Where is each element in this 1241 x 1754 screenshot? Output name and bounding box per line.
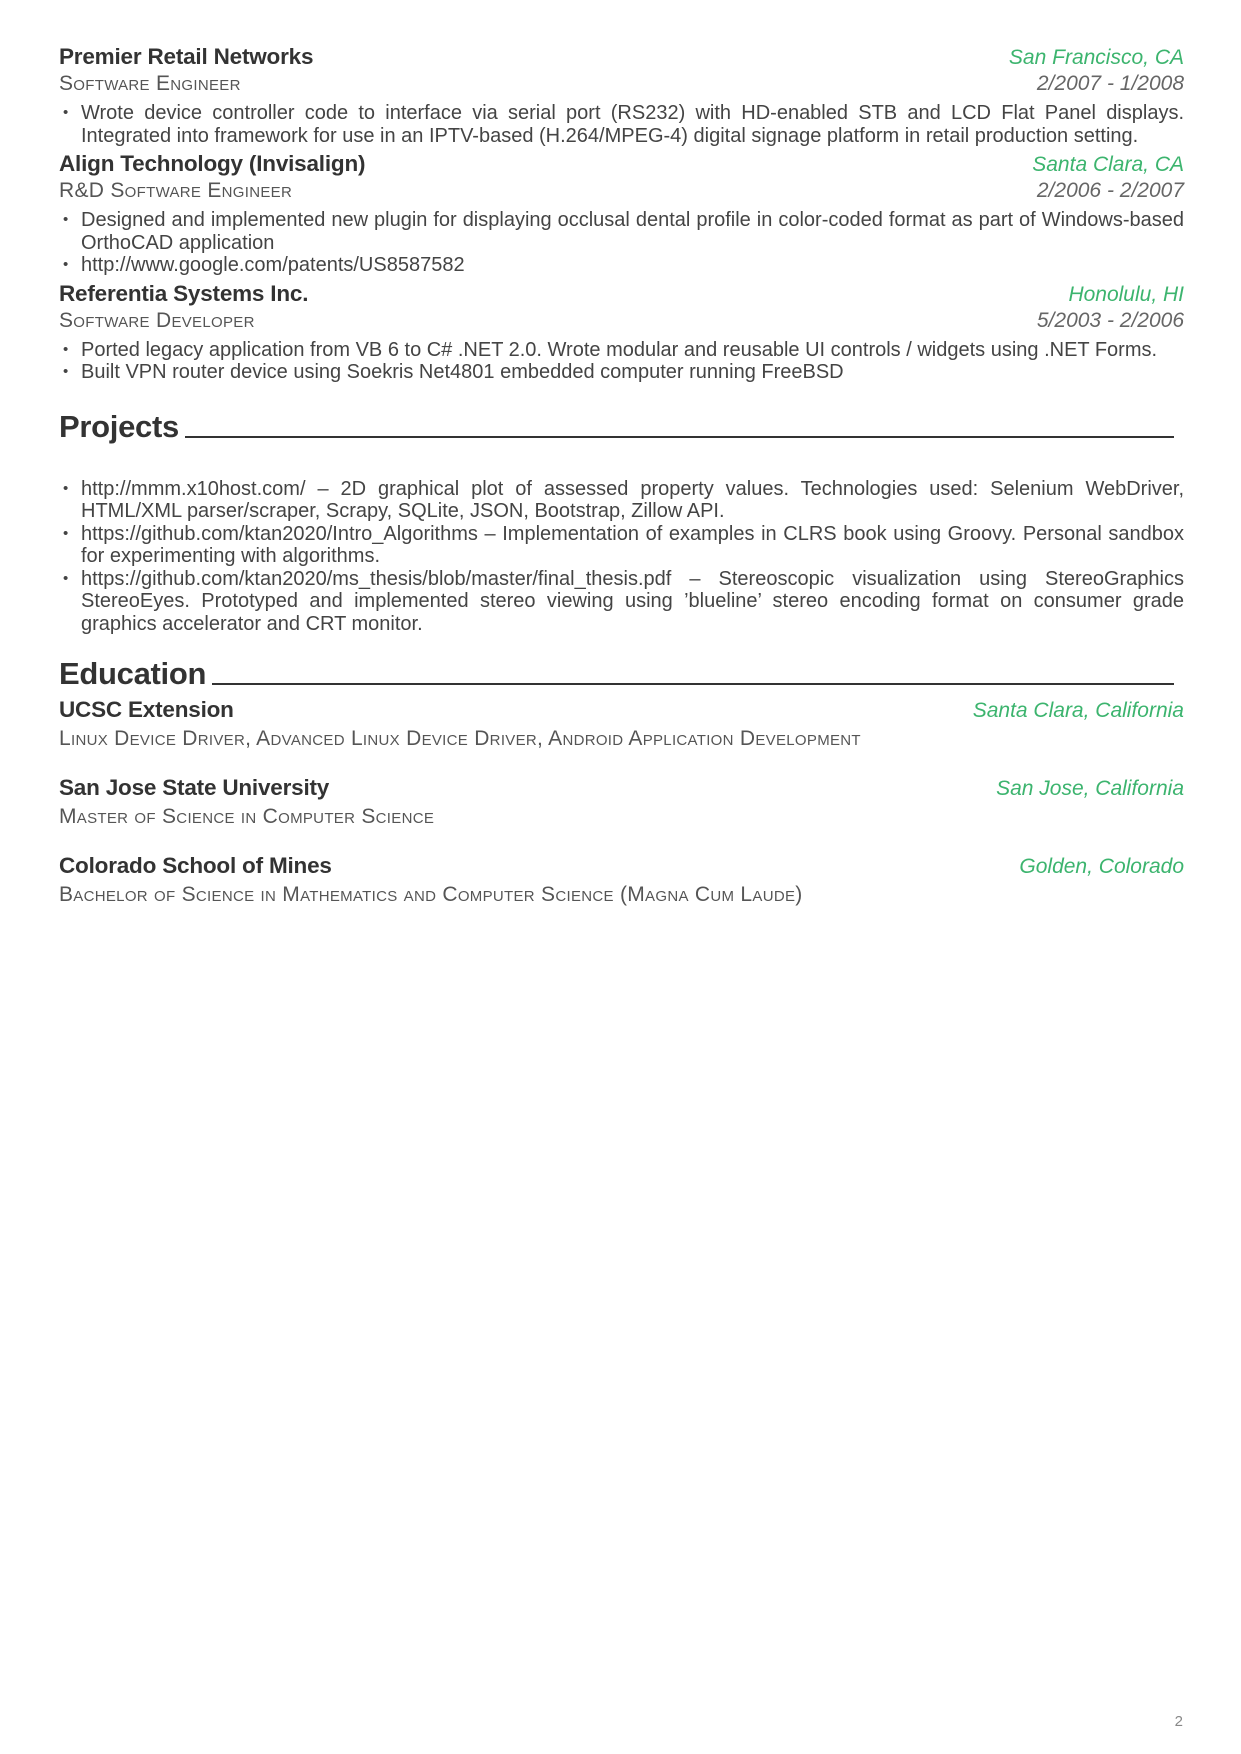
resume-page (59, 44, 1184, 931)
section-title: Education (59, 656, 207, 691)
organization-location: Santa Clara, CA (1032, 153, 1184, 176)
bullet-item: • Designed and implemented new plugin for displaying occlusal dental profile in color-coded format as part of Windows-based OrthoCAD application (59, 209, 1184, 254)
organization-name: Align Technology (Invisalign) (59, 151, 366, 176)
section-divider (212, 683, 1174, 685)
organization-name: Premier Retail Networks (59, 44, 314, 69)
organization-location: San Francisco, CA (1008, 46, 1184, 69)
school-name: UCSC Extension (59, 697, 234, 722)
school-location: Golden, Colorado (1019, 855, 1184, 878)
education-entry-ucsc (59, 697, 1184, 755)
education-section-header (59, 657, 1184, 691)
school-name: San Jose State University (59, 775, 330, 800)
bullet-item: • Ported legacy application from VB 6 to C# .NET 2.0. Wrote modular and reusable UI controls / widgets using .NET Forms. (59, 339, 1184, 362)
experience-entry-premier-retail (59, 44, 1184, 147)
degree-detail: Linux Device Driver, Advanced Linux Device Driver, Android Application Development (59, 727, 861, 750)
job-bullets (59, 102, 1184, 147)
degree-detail: Bachelor of Science in Mathematics and Computer Science (Magna Cum Laude) (59, 883, 803, 906)
project-item[interactable]: • http://mmm.x10host.com/ – 2D graphical plot of assessed property values. Technologies used: Selenium WebDriver, HTML/XML parser/scraper, Scrapy, SQLite, JSON, Bootstrap, Zillow API. (59, 478, 1184, 523)
job-title: R&D Software Engineer (59, 179, 293, 202)
job-dates: 2/2006 - 2/2007 (1036, 179, 1184, 202)
education-entry-sjsu (59, 775, 1184, 833)
project-item[interactable]: • https://github.com/ktan2020/Intro_Algorithms – Implementation of examples in CLRS book using Groovy. Personal sandbox for experimenting with algorithms. (59, 523, 1184, 568)
job-title: Software Engineer (59, 72, 241, 95)
page-number: 2 (1174, 1713, 1183, 1730)
bullet-item: • Wrote device controller code to interface via serial port (RS232) with HD-enabled STB and LCD Flat Panel displays. Integrated into framework for use in an IPTV-based (H.264/MPEG-4) digital signage platform in retail production setting. (59, 102, 1184, 147)
section-divider (185, 436, 1174, 438)
job-bullets (59, 209, 1184, 277)
job-title: Software Developer (59, 308, 255, 332)
degree-detail: Master of Science in Computer Science (59, 805, 435, 828)
patent-link[interactable]: • http://www.google.com/patents/US8587582 (59, 254, 1184, 277)
school-location: San Jose, California (996, 777, 1184, 800)
experience-entry-align-technology (59, 151, 1184, 277)
section-title: Projects (59, 408, 179, 444)
organization-name: Referentia Systems Inc. (59, 280, 309, 306)
school-name: Colorado School of Mines (59, 853, 332, 878)
experience-entry-referentia (59, 281, 1184, 384)
job-bullets (59, 339, 1184, 384)
school-location: Santa Clara, California (972, 699, 1184, 722)
projects-section-header (59, 410, 1184, 444)
project-list (59, 478, 1184, 636)
organization-location: Honolulu, HI (1068, 282, 1184, 306)
job-dates: 2/2007 - 1/2008 (1036, 72, 1184, 95)
bullet-item: • Built VPN router device using Soekris Net4801 embedded computer running FreeBSD (59, 361, 1184, 384)
project-item[interactable]: • https://github.com/ktan2020/ms_thesis/blob/master/final_thesis.pdf – Stereoscopic visualization using StereoGraphics StereoEyes. Prototyped and implemented stereo viewing using ’blueline’ stereo encoding format on consumer grade graphics accelerator and CRT monitor. (59, 568, 1184, 636)
education-entry-mines (59, 853, 1184, 911)
job-dates: 5/2003 - 2/2006 (1036, 308, 1184, 332)
